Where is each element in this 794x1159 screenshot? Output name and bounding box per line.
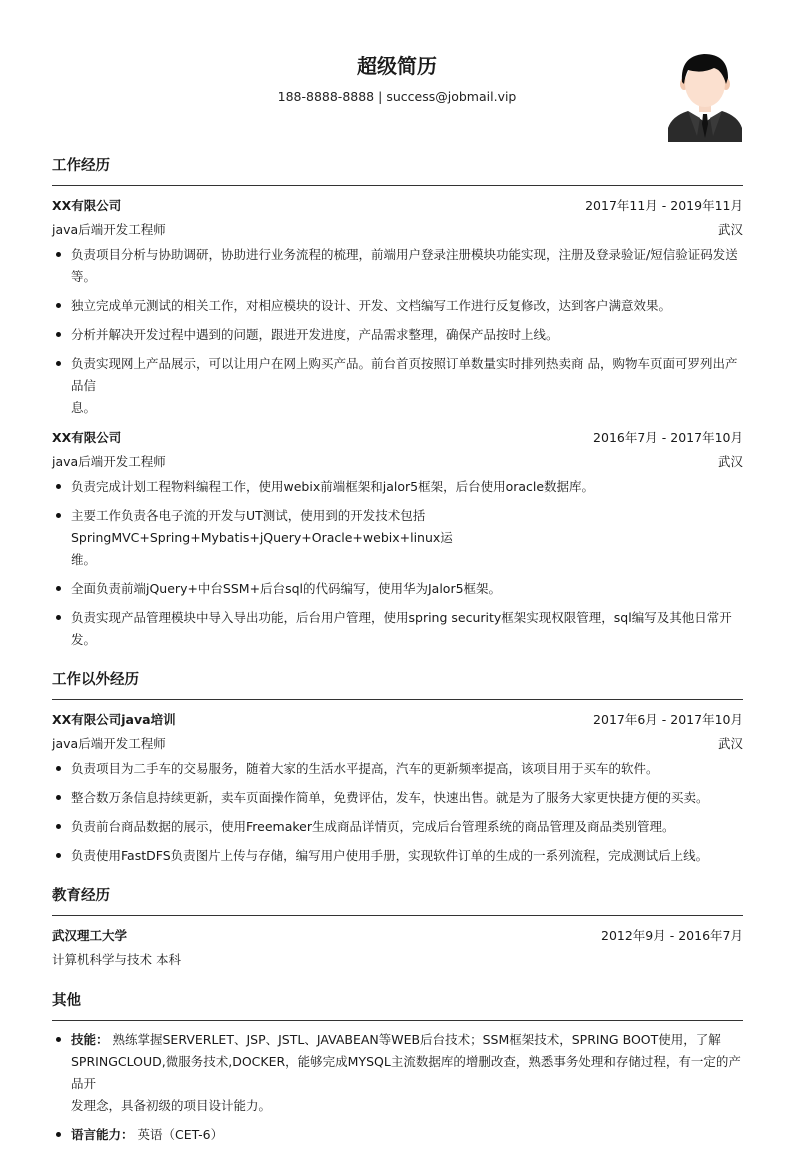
major-degree: 计算机科学与技术 本科: [52, 952, 181, 967]
skills-item: [52, 1029, 743, 1117]
company-name: XX有限公司: [52, 430, 122, 445]
bullet-list: [52, 476, 743, 651]
language-text: 英语（CET-6）: [137, 1127, 224, 1142]
bullet-item: 负责实现网上产品展示，可以让用户在网上购买产品。前台首页按照订单数量实时排列热卖商 品，购物车页面可罗列出产品信 息。: [52, 353, 743, 419]
company-name: XX有限公司java培训: [52, 712, 176, 727]
bullet-item: 全面负责前端jQuery+中台SSM+后台sql的代码编写，使用华为Jalor5框架。: [52, 578, 743, 600]
bullet-list: [52, 1029, 743, 1146]
location: 武汉: [717, 222, 743, 237]
phone-number: 188-8888-8888: [277, 89, 375, 104]
language-item: [52, 1124, 743, 1146]
bullet-item: 主要工作负责各电子流的开发与UT测试，使用到的开发技术包括SpringMVC+Spring+Mybatis+jQuery+Oracle+webix+linux运 维。: [52, 505, 743, 571]
bullet-item: 独立完成单元测试的相关工作，对相应模块的设计、开发、文档编写工作进行反复修改，达到客户满意效果。: [52, 295, 743, 317]
date-range: 2017年11月 - 2019年11月: [585, 198, 743, 213]
other-section: [52, 985, 743, 1146]
section-title-extra: 工作以外经历: [52, 664, 743, 700]
contact-separator: |: [378, 89, 383, 104]
work-experience-section: [52, 150, 743, 651]
location: 武汉: [717, 736, 743, 751]
resume-header: [0, 0, 794, 150]
bullet-item: 负责项目为二手车的交易服务，随着大家的生活水平提高，汽车的更新频率提高，该项目用于买车的软件。: [52, 758, 743, 780]
resume-content: [52, 150, 743, 1159]
job-title: java后端开发工程师: [52, 222, 166, 237]
date-range: 2012年9月 - 2016年7月: [601, 928, 743, 943]
skills-text: 熟练掌握SERVERLET、JSP、JSTL、JAVABEAN等WEB后台技术；SSM框架技术，SPRING BOOT使用，了解 SPRINGCLOUD,微服务技术,DOCKER，能够完成MYSQL主流数据库的增删改查，熟悉事务处理和存储过程，有一定的产品开 发理念，具备初级的项目设计能力。: [71, 1032, 741, 1113]
extra-entry: [52, 708, 743, 867]
section-title-education: 教育经历: [52, 880, 743, 916]
bullet-item: 负责完成计划工程物料编程工作，使用webix前端框架和jalor5框架，后台使用oracle数据库。: [52, 476, 743, 498]
candidate-name: 超级简历: [357, 54, 437, 78]
location: 武汉: [717, 454, 743, 469]
bullet-item: 负责项目分析与协助调研，协助进行业务流程的梳理，前端用户登录注册模块功能实现，注册及登录验证/短信验证码发送等。: [52, 244, 743, 288]
bullet-list: [52, 244, 743, 419]
date-range: 2017年6月 - 2017年10月: [593, 712, 743, 727]
bullet-item: 负责实现产品管理模块中导入导出功能，后台用户管理，使用spring security框架实现权限管理，sql编写及其他日常开发。: [52, 607, 743, 651]
person-avatar-icon: [666, 48, 744, 142]
bullet-item: 整合数万条信息持续更新，卖车页面操作简单，免费评估，发车，快速出售。就是为了服务大家更快捷方便的买卖。: [52, 787, 743, 809]
company-name: XX有限公司: [52, 198, 122, 213]
work-entry: [52, 194, 743, 419]
work-entry: [52, 426, 743, 651]
email-address: success@jobmail.vip: [386, 89, 517, 104]
language-label: 语言能力：: [71, 1127, 134, 1142]
section-title-other: 其他: [52, 985, 743, 1021]
bullet-list: [52, 758, 743, 867]
job-title: java后端开发工程师: [52, 736, 166, 751]
bullet-item: 分析并解决开发过程中遇到的问题，跟进开发进度，产品需求整理，确保产品按时上线。: [52, 324, 743, 346]
education-section: [52, 880, 743, 972]
bullet-item: 负责前台商品数据的展示，使用Freemaker生成商品详情页，完成后台管理系统的商品管理及商品类别管理。: [52, 816, 743, 838]
skills-label: 技能：: [71, 1032, 109, 1047]
school-name: 武汉理工大学: [52, 928, 128, 943]
extra-experience-section: [52, 664, 743, 867]
job-title: java后端开发工程师: [52, 454, 166, 469]
bullet-item: 负责使用FastDFS负责图片上传与存储，编写用户使用手册，实现软件订单的生成的一系列流程，完成测试后上线。: [52, 845, 743, 867]
section-title-work: 工作经历: [52, 150, 743, 186]
date-range: 2016年7月 - 2017年10月: [593, 430, 743, 445]
